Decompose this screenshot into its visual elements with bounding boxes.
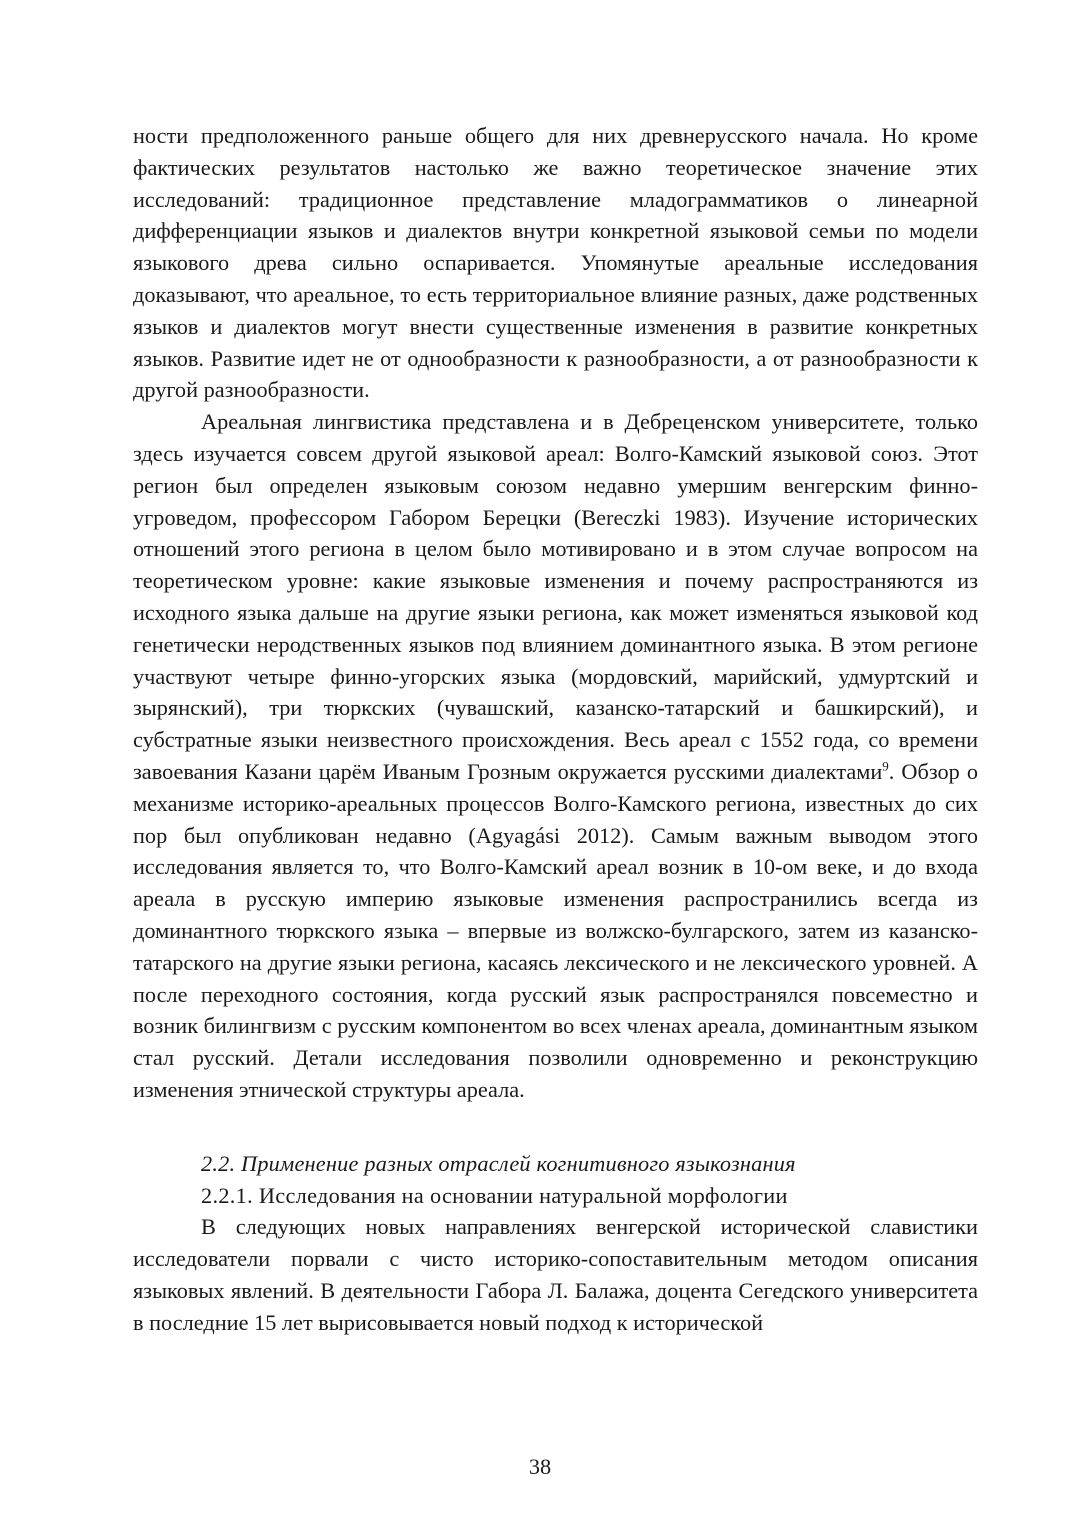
section-spacer xyxy=(133,1106,978,1148)
page-number: 38 xyxy=(528,1454,552,1479)
paragraph-text-part-1: Ареальная лингвистика представлена и в Дебреценском университете, только здесь изучается совсем другой языковой ареал: Волго-Камский языковой союз. Этот регион был определен языковым союзом недавно умершим венгерским финно-угроведом, профессором Габором Берецки (Bereczki 1983). Изучение исторических отношений этого региона в целом было мотивировано и в этом случае вопросом на теоретическом уровне: какие языковые изменения и почему распространяются из исходного языка дальше на другие языки региона, как может изменяться языковой код генетически неродственных языков под влиянием доминантного языка. В этом регионе участвуют четыре финно-угорских языка (мордовский, марийский, удмуртский и зырянский), три тюркских (чувашский, казанско-татарский и башкирский), и субстратные языки неизвестного происхождения. Весь ареал с 1552 года, со времени завоевания Казани царём Иваным Грозным окружается русскими диалектами xyxy=(133,409,978,784)
document-page xyxy=(133,120,978,1338)
paragraph-text-part-2: . Обзор о механизме историко-ареальных процессов Волго-Камского региона, известных до сих пор был опубликован недавно (Agyagási 2012). Самым важным выводом этого исследования является то, что Волго-Камский ареал возник в 10-ом веке, и до входа ареала в русскую империю языковые изменения распространились всегда из доминантного тюркского языка – впервые из волжско-булгарского, затем из казанско-татарского на другие языки региона, касаясь лексического и не лексического уровней. А после переходного состояния, когда русский язык распространялся повсеместно и возник билингвизм с русским компонентом во всех членах ареала, доминантным языком стал русский. Детали исследования позволили одновременно и реконструкцию изменения этнической структуры ареала. xyxy=(133,758,978,1102)
paragraph-areal-research: ности предположенного раньше общего для них древнерусского начала. Но кроме фактических результатов настолько же важно теоретическое значение этих исследований: традиционное представление младограмматиков о линеарной дифференциации языков и диалектов внутри конкретной языковой семьи по модели языкового древа сильно оспаривается. Упомянутые ареальные исследования доказывают, что ареальное, то есть территориальное влияние разных, даже родственных языков и диалектов могут внести существенные изменения в развитие конкретных языков. Развитие идет не от однообразности к разнообразности, а от разнообразности к другой разнообразности. xyxy=(133,123,978,403)
paragraph-debrecen-volga-kama xyxy=(133,406,978,1106)
paragraph-natural-morphology: В следующих новых направлениях венгерской исторической славистики исследователи порвали с чисто историко-сопоставительным методом описания языковых явлений. В деятельности Габора Л. Балажа, доцента Сегедского университета в последние 15 лет вырисовывается новый подход к исторической xyxy=(133,1214,978,1335)
section-heading: 2.2. Применение разных отраслей когнитивного языкознания xyxy=(201,1150,796,1176)
subsection-heading: 2.2.1. Исследования на основании натуральной морфологии xyxy=(201,1182,788,1208)
footnote-reference[interactable]: 9 xyxy=(882,758,889,774)
